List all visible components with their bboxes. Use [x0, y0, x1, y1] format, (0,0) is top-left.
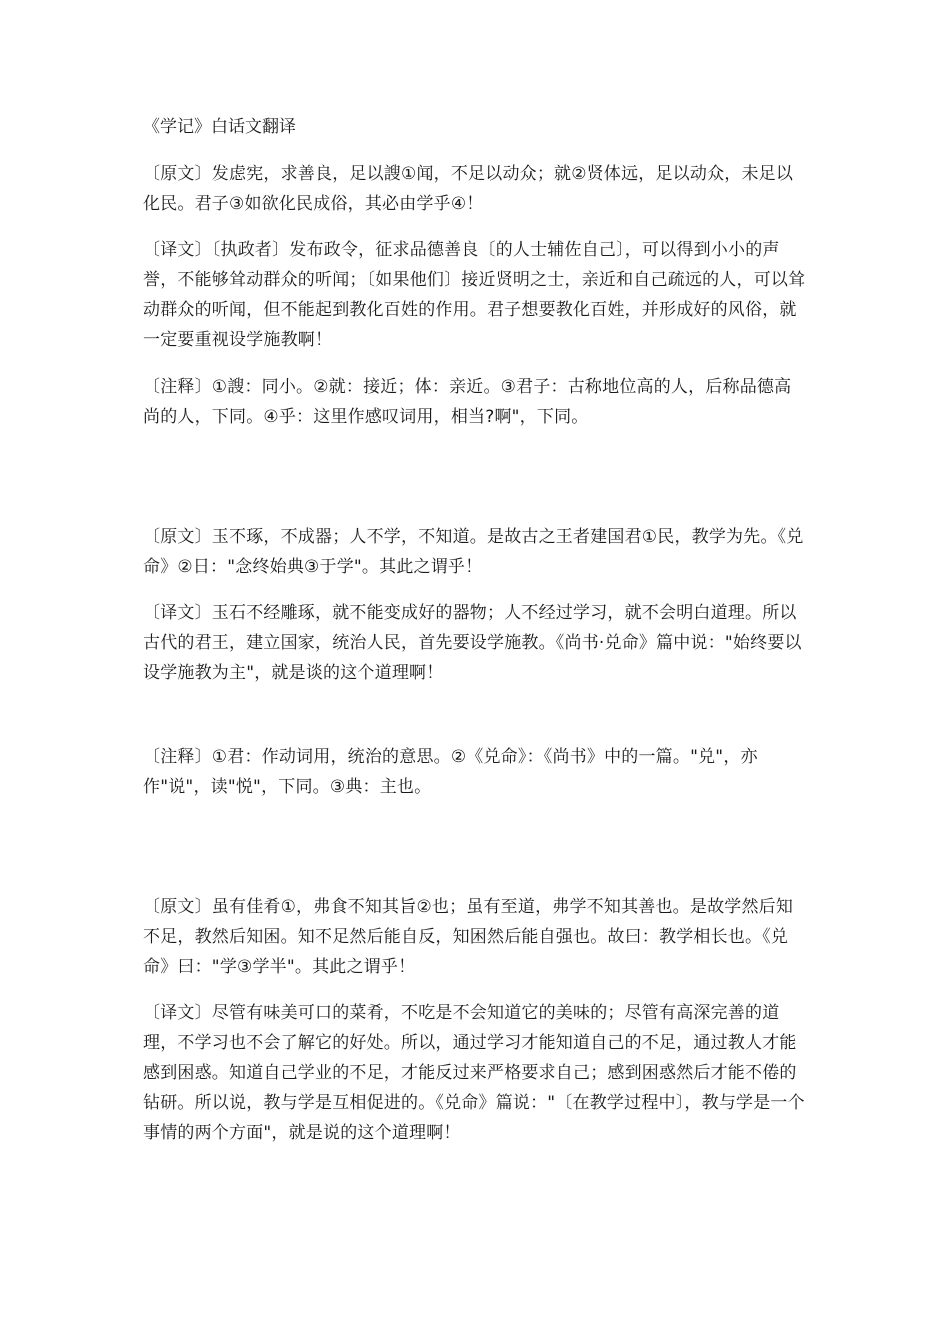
section-3-original: 〔原文〕虽有佳肴①，弗食不知其旨②也；虽有至道，弗学不知其善也。是故学然后知不足，教然后知困。知不足然后能自反，知困然后能自强也。故曰：教学相长也。《兑命》曰："学③学半"。其此之谓乎！: [143, 897, 794, 977]
section-2-translation: 〔译文〕玉石不经雕琢，就不能变成好的器物；人不经过学习，就不会明白道理。所以古代的君王，建立国家，统治人民，首先要设学施教。《尚书·兑命》篇中说："始终要以设学施教为主"，就是谈的这个道理啊！: [143, 603, 802, 683]
document-title: 《学记》白话文翻译: [143, 117, 296, 137]
section-1-translation: 〔译文〕〔执政者〕发布政令，征求品德善良〔的人士辅佐自己〕，可以得到小小的声誉，不能够耸动群众的听闻；〔如果他们〕接近贤明之士，亲近和自己疏远的人，可以耸动群众的听闻，但不能起到教化百姓的作用。君子想要教化百姓，并形成好的风俗，就一定要重视设学施教啊！: [143, 240, 806, 350]
section-2-original: 〔原文〕玉不琢，不成器；人不学，不知道。是故古之王者建国君①民，教学为先。《兑命》②日："念终始典③于学"。其此之谓乎！: [143, 527, 804, 577]
section-2-notes: 〔注释〕①君：作动词用，统治的意思。②《兑命》：《尚书》中的一篇。"兑"，亦作"说"，读"悦"，下同。③典：主也。: [143, 747, 758, 797]
section-3-translation: 〔译文〕尽管有味美可口的菜肴，不吃是不会知道它的美味的；尽管有高深完善的道理，不学习也不会了解它的好处。所以，通过学习才能知道自己的不足，通过教人才能感到困惑。知道自己学业的不足，才能反过来严格要求自己；感到困惑然后才能不倦的钻研。所以说，教与学是互相促进的。《兑命》篇说："〔在教学过程中〕，教与学是一个事情的两个方面"，就是说的这个道理啊！: [143, 1003, 805, 1143]
section-1-original: 〔原文〕发虑宪，求善良，足以謏①闻，不足以动众；就②贤体远，足以动众，未足以化民。君子③如欲化民成俗，其必由学乎④！: [143, 164, 794, 214]
section-1-notes: 〔注释〕①謏：同小。②就：接近；体：亲近。③君子：古称地位高的人，后称品德高尚的人，下同。④乎：这里作感叹词用，相当?啊"，下同。: [143, 377, 792, 427]
